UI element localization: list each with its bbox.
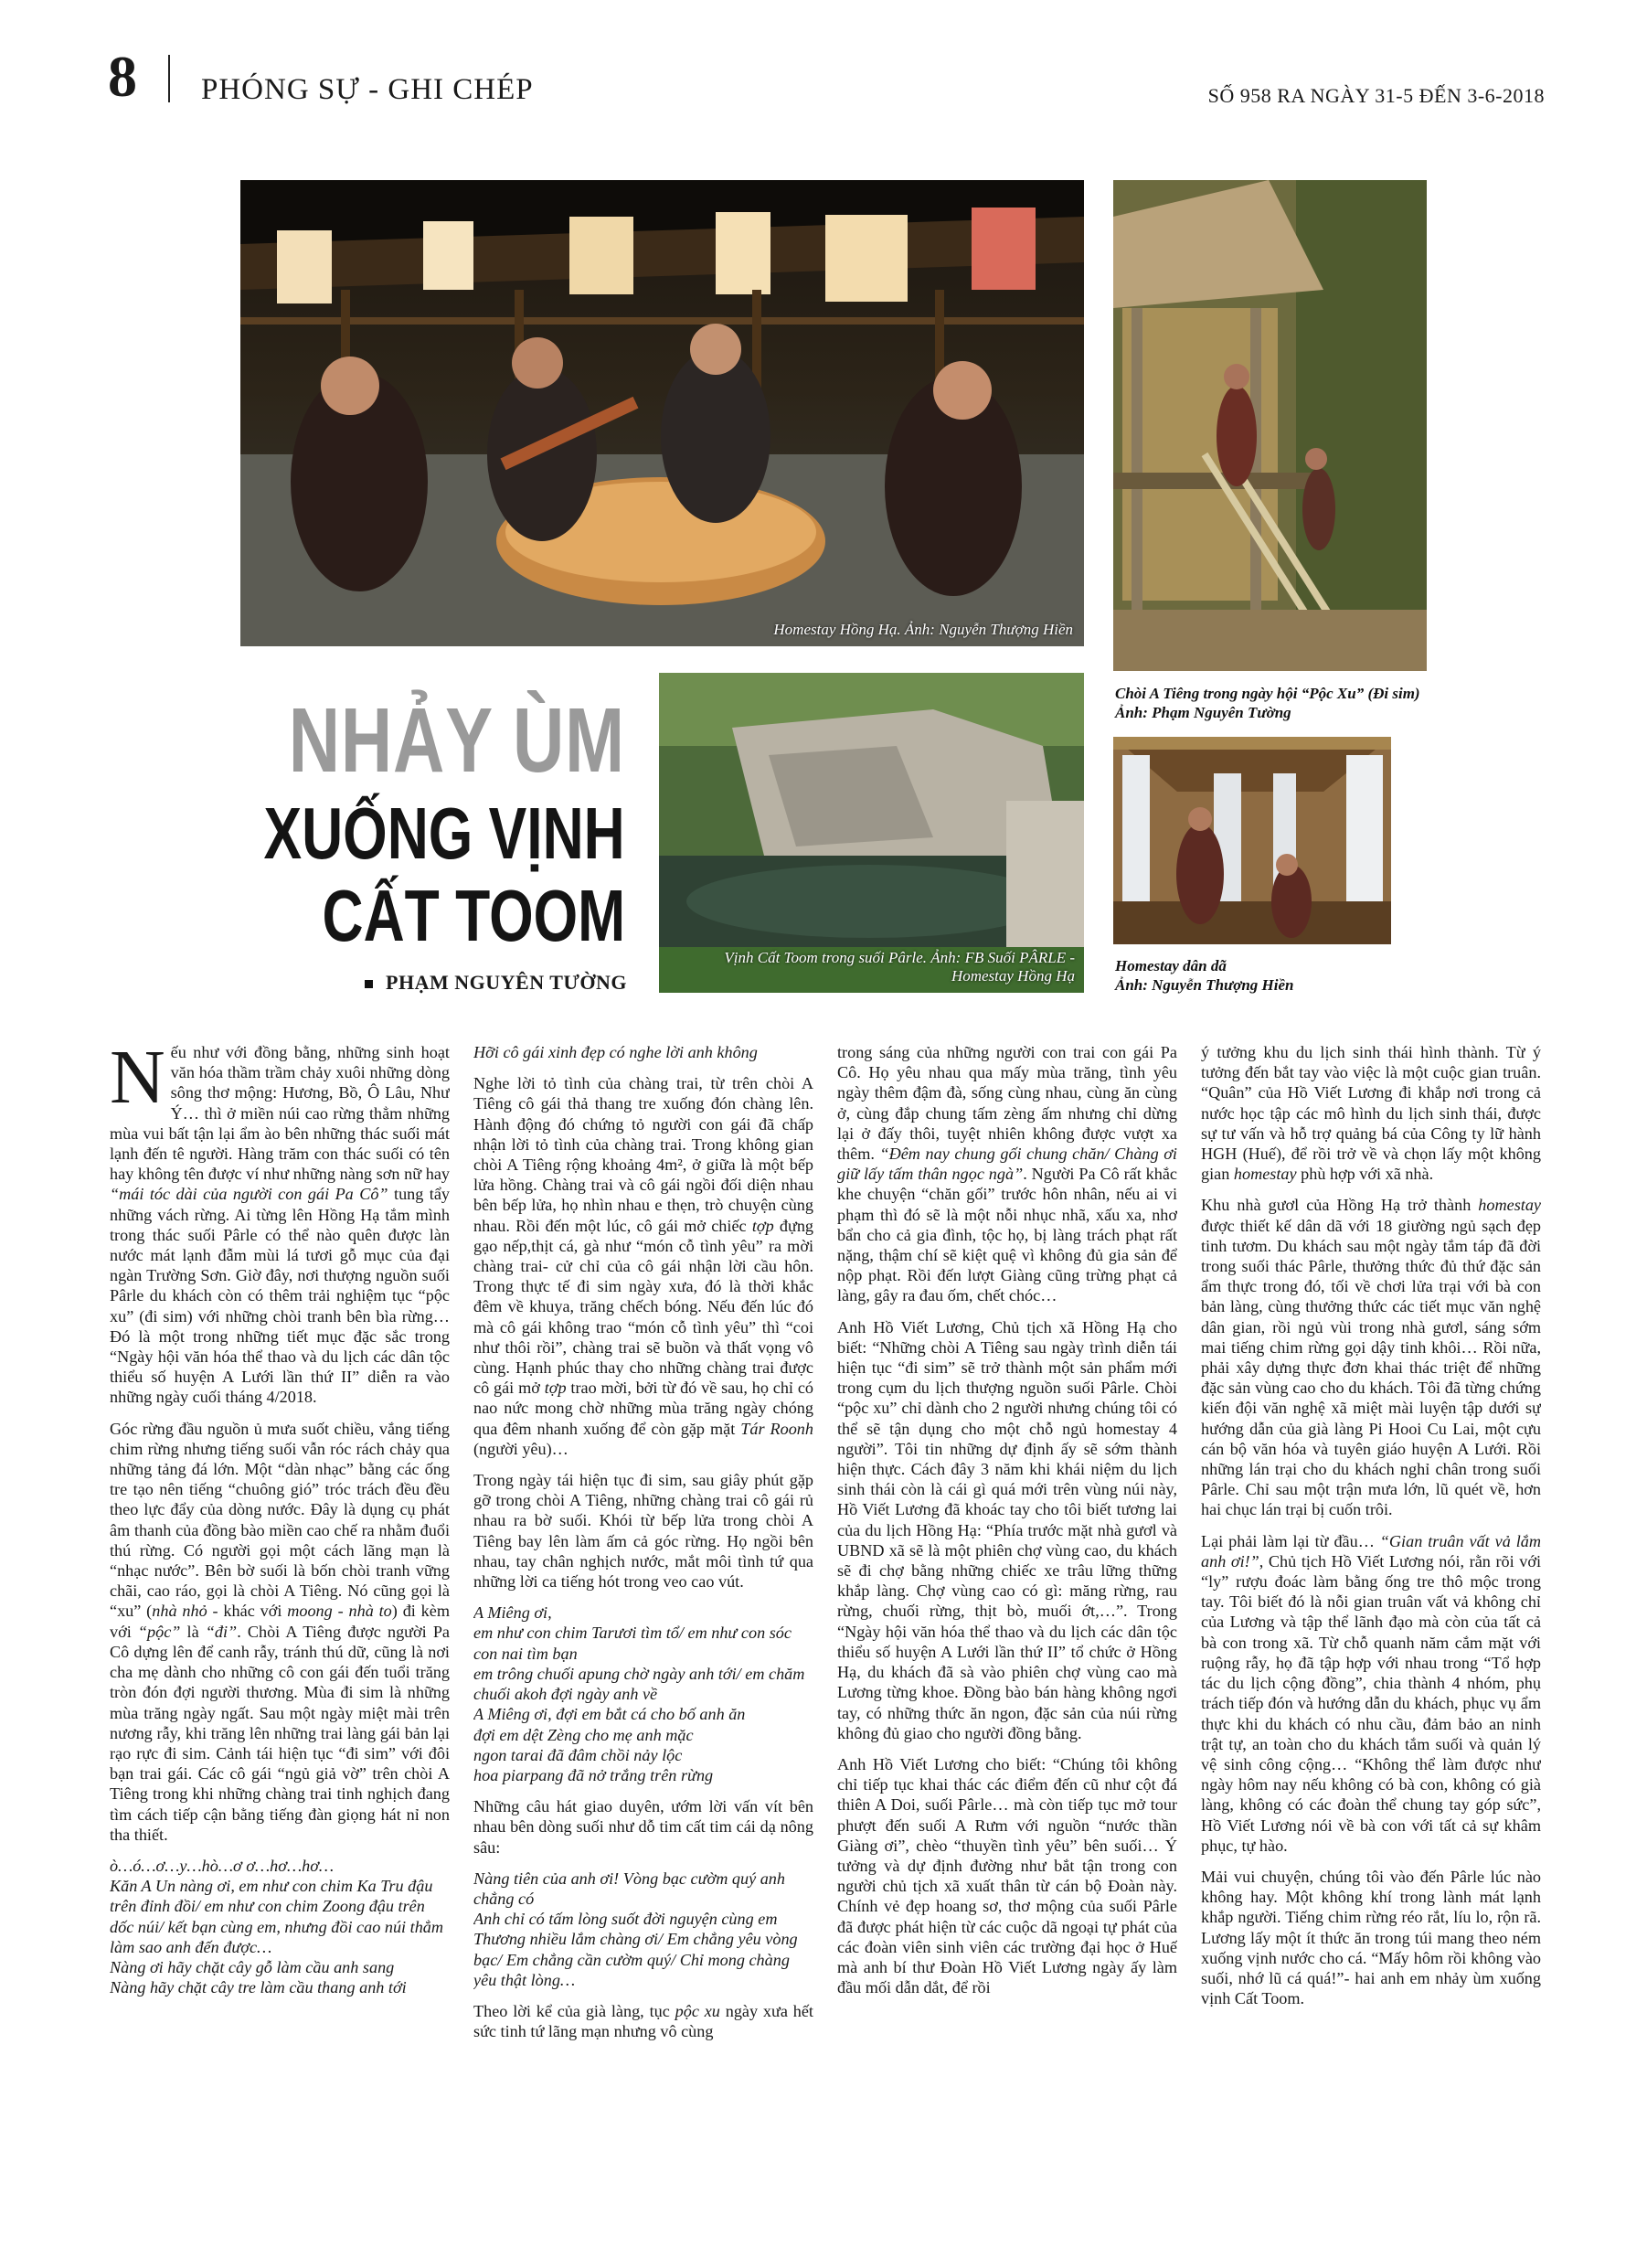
article-column-3 [837, 1042, 1177, 2214]
paragraph: Lại phải làm lại từ đầu… “Gian truân vất vả lắm anh ơi!”, Chủ tịch Hồ Viết Lương nói, rằn rõi với “ly” rượu đoác làm bằng ống tre thô mộc trong tay. Tôi biết đó là nỗi gian truân vất vả không chỉ của Lương và tập thể lãnh đạo mà còn của tất cả bà con trong xã. Từ chỗ quanh năm cắm mặt với ruộng rẫy, họ đã tập hợp với nhau trong “Tổ hợp tác du lịch cộng đồng”, chia thành 4 nhóm, phụ trách tiếp đón và hướng dẫn du khách, phục vụ ẩm thực khi du khách có nhu cầu, đảm bảo an ninh trật tự, an toàn cho du khách tắm suối và quản lý vệ sinh công cộng… “Không thể làm được như ngày hôm nay nếu không có bà con, không có già làng, không có các đoàn thể chung tay góp sức”, Hồ Viết Lương nói về bà con với tất cả sự khâm phục, tự hào. [1201, 1531, 1541, 1855]
caption-interior-line2: Ảnh: Nguyễn Thượng Hiền [1115, 976, 1294, 994]
paragraph: Nếu như với đồng bằng, những sinh hoạt văn hóa thầm trầm chảy xuôi những dòng sông thơ mộng: Hương, Bồ, Ô Lâu, Như Ý… thì ở miền núi cao rừng thẳm những mùa vui bất tận lại ẩm ào bên những thác suối mát lạnh đến tê người. Hàng trăm con thác suối có tên hay không tên được ví như những nàng sơn nữ hay “mái tóc dài của người con gái Pa Cô” tung tẩy những vách rừng. Ai từng lên Hồng Hạ tắm mình trong thác suối Pârle có thể nào quên được làn nước mát lạnh đẫm mùi lá tươi gỗ mục của đại ngàn Trường Sơn. Giờ đây, nơi thượng nguồn suối Pârle du khách còn có thêm trải nghiệm tục “pộc xu” (đi sim) với những chòi tranh bên bìa rừng… Đó là một trong những tiết mục đặc sắc trong “Ngày hội văn hóa thể thao và du lịch các dân tộc thiểu số huyện A Lưới lần thứ II” diễn ra vào những ngày cuối tháng 4/2018. [110, 1042, 450, 1407]
caption-bay-line1: Vịnh Cất Toom trong suối Pârle. Ảnh: FB Suối PÂRLE - [724, 949, 1075, 966]
song-verse: A Miêng ơi, em như con chim Tarươi tìm tổ/ em như con sóc con nai tìm bạn em trông chuối apung chờ ngày anh tới/ em chăm chuối akoh đợi ngày anh về A Miêng ơi, đợi em bắt cá cho bố anh ăn đợi em dệt Zèng cho mẹ anh mặc ngon tarai đã đâm chồi nảy lộc hoa piarpang đã nở trắng trên rừng [473, 1603, 805, 1784]
paragraph: Trong ngày tái hiện tục đi sim, sau giây phút gặp gỡ trong chòi A Tiêng, những chàng trai cô gái rủ nhau ra bờ suối. Khói từ bếp lửa trong chòi A Tiêng bay lên làm ấm cả góc rừng. Họ ngồi bên nhau, tay chân nghịch nước, mắt môi tình tứ qua những lời ca tiếng hót trong veo cao vút. [473, 1471, 813, 1592]
paragraph: Nghe lời tỏ tình của chàng trai, từ trên chòi A Tiêng cô gái thả thang tre xuống đón chàng lên. Hành động đó chứng tỏ người con gái đã chấp nhận lời tỏ tình của chàng trai. Trong không gian chòi A Tiêng rộng khoảng 4m², ở giữa là một bếp lửa hồng. Chàng trai và cô gái ngồi đối diện nhau bên bếp lửa, họ nhìn nhau e thẹn, trò chuyện cùng nhau. Rồi đến một lúc, cô gái mở chiếc tợp đựng gạo nếp,thịt cá, gà như “món cỗ tình yêu” ra mời chàng trai- cử chỉ của cô gái nhận lời cầu hôn. Trong thực tế đi sim ngày xưa, đó là thời khắc đêm về khuya, trăng chếch bóng. Nếu đến lúc đó mà cô gái không trao “món cỗ tình yêu” thì “coi như thôi rồi”, chàng trai sẽ buồn và thất vọng vô cùng. Hạnh phúc thay cho những chàng trai được cô gái mở tợp trao mời, bởi từ đó về sau, họ chỉ có nao nức mong chờ những mùa trăng ngày chóng qua đêm nhanh xuống để còn gặp mặt Tár Roonh (người yêu)… [473, 1074, 813, 1458]
caption-interior-line1: Homestay dân dã [1115, 957, 1227, 974]
paragraph: Anh Hồ Viết Lương cho biết: “Chúng tôi không chỉ tiếp tục khai thác các điểm đến cũ như cột đá thiên A Doi, suối Pârle… mà còn tiếp tục mở tour phượt đến suối A Rưm với nguồn “nước thần Giàng ơi”, chèo “thuyền tình yêu” bên suối… Ý tưởng và dự định đường như bắt tận trong con người chủ tịch xã xuất thân từ cán bộ Đoàn này. Chính vẻ đẹp hoang sơ, thơ mộng của suối Pârle đã được phát hiện từ các cuộc dã ngoại tự phát của các đoàn viên sinh viên các trường đại học ở Huế mà anh bí thư Đoàn Hồ Viết Lương ngày ấy làm đầu mối dẫn dắt, để rồi [837, 1754, 1177, 1997]
paragraph: ý tưởng khu du lịch sinh thái hình thành. Từ ý tưởng đến bắt tay vào việc là một cuộc gian truân. “Quân” của Hồ Viết Lương đi khắp nơi trong cả nước học tập các mô hình du lịch sinh thái, được sự tư vấn và hỗ trợ quảng bá của Công ty lữ hành HGH (Huế), để rồi trở về và chọn lấy một không gian homestay phù hợp với xã nhà. [1201, 1043, 1541, 1184]
photo-cat-toom-bay [659, 673, 1084, 993]
byline-bullet [365, 980, 373, 988]
article-column-1 [110, 1042, 450, 2214]
caption-main-photo: Homestay Hồng Hạ. Ảnh: Nguyễn Thượng Hiền [773, 621, 1073, 638]
caption-interior-photo [1115, 956, 1444, 995]
song-verse: ò…ó…ơ…y…hò…ơ ơ…hơ…hơ… Kăn A Un nàng ơi, em như con chim Ka Tru đậu trên đỉnh đồi/ em như con chim Zoong đậu trên dốc núi/ kết bạn cùng em, nhưng đồi cao núi thẳm làm sao anh đến được… Nàng ơi hãy chặt cây gỗ làm cầu anh sang Nàng hãy chặt cây tre làm cầu thang anh tới [110, 1856, 444, 1997]
section-title: PHÓNG SỰ - GHI CHÉP [201, 73, 534, 106]
page-number: 8 [108, 44, 137, 109]
caption-bay-photo [724, 949, 1075, 985]
issue-info: SỐ 958 RA NGÀY 31-5 ĐẾN 3-6-2018 [1207, 84, 1545, 107]
article-column-2 [473, 1042, 813, 2214]
headline-line2: XUỐNG VỊNH [263, 793, 625, 874]
caption-bay-line2: Homestay Hồng Hạ [951, 967, 1075, 985]
paragraph: Theo lời kể của già làng, tục pộc xu ngày xưa hết sức tinh tứ lãng mạn nhưng vô cùng [473, 2001, 813, 2041]
byline [365, 971, 627, 995]
paragraph: Những câu hát giao duyên, ướm lời vấn vít bên nhau bên dòng suối như dỗ tim cất tim cái dạ nông sâu: [473, 1797, 813, 1857]
photo-homestay-interior [1113, 737, 1391, 944]
paragraph: Anh Hồ Viết Lương, Chủ tịch xã Hồng Hạ cho biết: “Những chòi A Tiêng sau ngày trình diễn tái hiện tục “đi sim” sẽ trở thành một sản phẩm mới trong cụm du lịch thượng nguồn suối Pârle. Chòi “pộc xu” chỉ dành cho 2 người nhưng chúng tôi có thể sẽ tận dụng cho một chỗ ngủ homestay 4 người”. Tôi tin những dự định ấy sẽ sớm thành hiện thực. Cách đây 3 năm khi khái niệm du lịch sinh thái còn là cái gì quá mới trên vùng núi này, Hồ Viết Lương đã khoác tay cho tôi biết tương lai của du lịch Hồng Hạ: “Phía trước mặt nhà gươl và UBND xã sẽ là một phiên chợ vùng cao, du khách sẽ đi chợ bằng những chiếc xe trâu lững thững khắp làng. Chợ vùng cao có gì: măng rừng, rau rừng, chuối rừng, thịt bò, muối ớt,…”. Trong “Ngày hội văn hóa thể thao và du lịch các dân tộc thiểu số huyện A Lưới lần thứ II” tổ chức ở Hồng Hạ, du khách đã sà vào phiên chợ vùng cao mà Lương từng khoe. Đồng bào bán hàng không ngơi tay, có những thức ăn ngon, đặc sản của núi rừng không đủ giao cho người đồng bằng. [837, 1317, 1177, 1742]
paragraph: trong sáng của những người con trai con gái Pa Cô. Họ yêu nhau qua mấy mùa trăng, tình yêu ngày thêm đậm đà, sống cùng nhau, cùng ăn cùng ở, cùng đắp chung tấm zèng ấm nhưng chỉ dừng lại ở đấy thôi, tuyệt nhiên không được vượt xa thêm. “Đêm nay chung gối chung chăn/ Chàng ơi giữ lấy tấm thân ngọc ngà”. Người Pa Cô rất khắc khe chuyện “chăn gối” trước hôn nhân, nếu ai vi phạm thì đó sẽ là một nỗi nhục nhã, xấu xa, nhơ bẩn cho cả gia đình, tộc họ, bị làng trách phạt rất nặng, thậm chí sẽ kiệt quệ vì không đủ gia sản để nộp phạt. Rồi đến lượt Giàng cũng trừng phạt cả làng, gây ra đau ốm, chết chóc… [837, 1043, 1177, 1305]
header-divider [168, 55, 170, 102]
drop-cap: N [110, 1042, 165, 1120]
byline-author: PHẠM NGUYÊN TƯỜNG [386, 971, 627, 994]
caption-hut-photo [1115, 684, 1481, 722]
caption-hut-line1: Chòi A Tiêng trong ngày hội “Pộc Xu” (Đi sim) [1115, 685, 1420, 702]
song-verse: Hỡi cô gái xinh đẹp có nghe lời anh không [473, 1043, 758, 1061]
headline-line3: CẤT TOOM [322, 875, 625, 956]
paragraph: Khu nhà gươl của Hồng Hạ trở thành homestay được thiết kế dân dã với 18 giường ngủ sạch đẹp tinh tươm. Du khách sau một ngày tắm táp đã đời trong suối thác Pârle, thưởng thức đủ thứ đặc sản ẩm thực trong đó, tối về chơi lửa trại với bà con bản làng, cùng thưởng thức các tiết mục văn nghệ dân gian, rồi ngủ vùi trong nhà gươl, sáng sớm mai tiếng chim rừng gọi dậy tinh khôi… Rồi nữa, phải xây dựng thực đơn khai thác triệt để những đặc sản vùng cao cho du khách. Tôi đã từng chứng kiến đội văn nghệ xã miệt mài luyện tập dưới sự hướng dẫn của già làng Pi Hooi Cu Lai, một cựu cán bộ văn hóa và tuyên giáo huyện A Lưới. Rồi những lán trại cho du khách nghỉ chân trong suối Pârle. Chỉ sau một trận mưa lớn, lũ quét về, hơn hai chục lán trại bị cuốn trôi. [1201, 1196, 1541, 1519]
headline-line1: NHẢY ÙM [288, 689, 625, 792]
paragraph: Góc rừng đầu nguồn ủ mưa suốt chiều, vắng tiếng chim rừng nhưng tiếng suối vẫn róc rách chảy qua những tảng đá lớn. Một “dàn nhạc” bằng các ống tre tạo nên tiếng “chuông gió” tróc trách đều đều theo lực đẩy của dòng nước. Đây là dụng cụ phát âm thanh của đồng bào miền cao chế ra nhằm đuổi thú rừng. Có người gọi một cách lãng mạn là “nhạc nước”. Bên bờ suối là bốn chòi tranh vững chãi, cao ráo, gọi là chòi A Tiêng. Nó cũng gọi là “xu” (nhà nhỏ - khác với moong - nhà to) đi kèm với “pộc” là “đi”. Chòi A Tiêng được người Pa Cô dựng lên để canh rẫy, tránh thú dữ, cũng là nơi cha mẹ dành cho những cô con gái đến tuổi trăng tròn đón đợi người thương. Mùa đi sim là những mùa trăng ngày ngất. Sau một ngày miệt mài trên nương rẫy, khi trăng lên những trai làng gái bản lại rạo rực đi sim. Cảnh tái hiện tục “đi sim” với đôi bạn trai gái. Các cô gái “ngủ giả vờ” trên chòi A Tiêng trong khi những chàng trai tinh nghịch đang tìm cách tiếp cận bằng tiếng đàn giọng hát nỉ non tha thiết. [110, 1419, 450, 1844]
paragraph: Mải vui chuyện, chúng tôi vào đến Pârle lúc nào không hay. Một không khí trong lành mát lạnh khắp người. Tiếng chim rừng réo rắt, líu lo, rộn rã. Lương lấy một ít thức ăn trong túi mang theo ném xuống vịnh nước cho cá. “Mấy hôm rồi không vào suối, nhớ lũ cá quá!”- hai anh em nhảy ùm xuống vịnh Cất Toom. [1201, 1867, 1541, 2008]
song-verse: Nàng tiên của anh ơi! Vòng bạc cườm quý anh chẳng có Anh chỉ có tấm lòng suốt đời nguyện cùng em Thương nhiều lắm chàng ơi/ Em chẳng yêu vòng bạc/ Em chẳng cần cườm quý/ Chỉ mong chàng yêu thật lòng… [473, 1869, 798, 1989]
photo-homestay-night [240, 180, 1084, 646]
article-column-4 [1201, 1042, 1541, 2214]
photo-a-tieng-hut [1113, 180, 1427, 671]
caption-hut-line2: Ảnh: Phạm Nguyên Tường [1115, 704, 1291, 721]
